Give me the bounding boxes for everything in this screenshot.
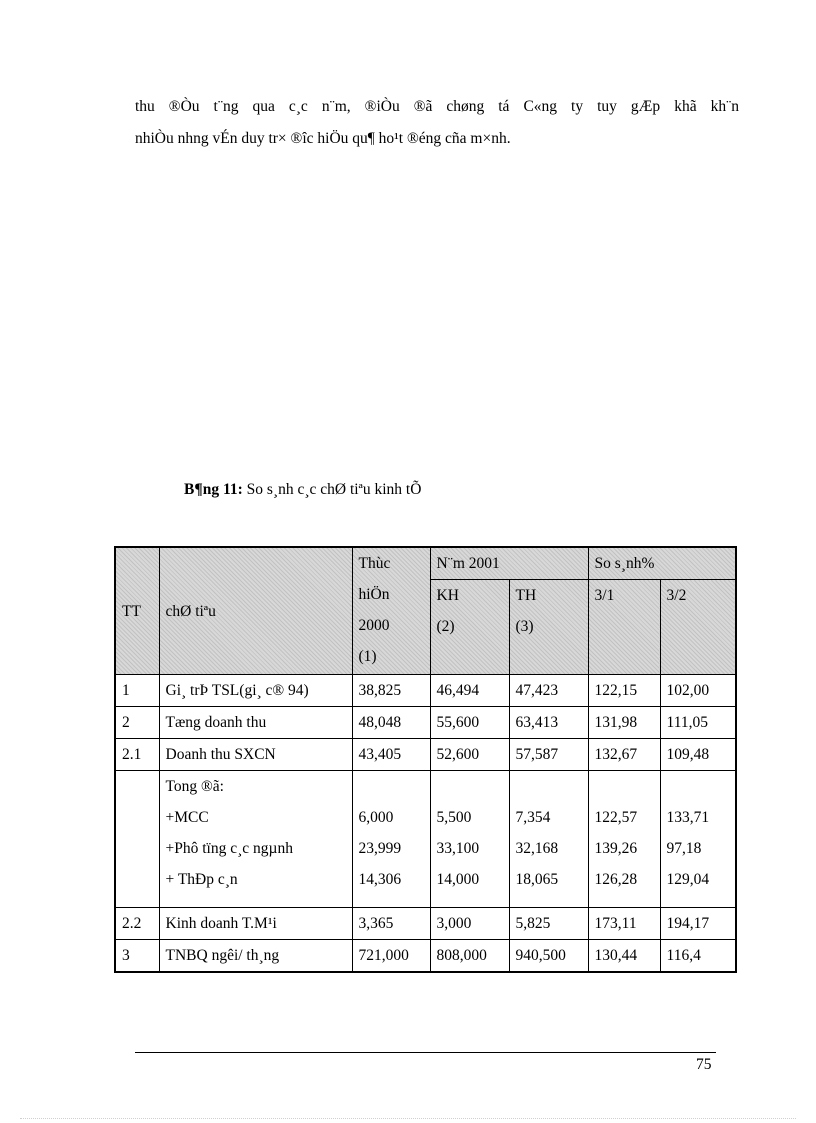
- header-ratio-3-2: 3/2: [660, 580, 736, 675]
- header-th-line: TH: [515, 587, 537, 604]
- cell-actual: 3,365: [352, 908, 430, 940]
- breakdown-value: 23,999: [358, 840, 402, 857]
- breakdown-value: 129,04: [666, 871, 710, 888]
- header-kh-line: KH: [436, 587, 459, 604]
- cell-tt: 2: [115, 707, 159, 739]
- spacer-line: [437, 771, 503, 802]
- table-row: [115, 940, 736, 973]
- breakdown-value: 5,500: [436, 809, 472, 826]
- table-caption-title: So s¸nh c¸c chØ tiªu kinh tÕ: [242, 481, 422, 498]
- table-row: [115, 675, 736, 707]
- table-caption-label: B¶ng 11:: [184, 481, 243, 498]
- breakdown-value: 33,100: [436, 840, 480, 857]
- cell-actual: 48,048: [352, 707, 430, 739]
- header-compare: So s¸nh%: [588, 547, 736, 580]
- table-header-row: [115, 547, 736, 580]
- breakdown-value: 6,000: [358, 809, 394, 826]
- cell-name: Tæng doanh thu: [159, 707, 352, 739]
- cell-ratio-3-2: 109,48: [660, 739, 736, 771]
- spacer-line: [667, 771, 730, 802]
- cell-actual: [352, 771, 430, 908]
- cell-ratio-3-2: 102,00: [660, 675, 736, 707]
- table-row: [115, 739, 736, 771]
- header-th: [509, 580, 588, 675]
- cell-th: 5,825: [509, 908, 588, 940]
- header-actual-2000: [352, 547, 430, 675]
- header-ratio-3-1: 3/1: [588, 580, 660, 675]
- header-tt: TT: [115, 547, 159, 675]
- breakdown-item-name: +MCC: [165, 809, 209, 826]
- cell-actual: 721,000: [352, 940, 430, 973]
- spacer-line: [516, 771, 582, 802]
- cell-tt: [115, 771, 159, 908]
- cell-th: [509, 771, 588, 908]
- paragraph-line-2: nhiÒu nhng vÉn duy tr× ®îc hiÖu qu¶ ho¹t ®éng cña m×nh.: [135, 130, 511, 147]
- cell-th: 57,587: [509, 739, 588, 771]
- cell-actual: 43,405: [352, 739, 430, 771]
- header-actual-line: hiÖn: [358, 586, 390, 603]
- breakdown-value: 126,28: [594, 871, 638, 888]
- table-row: [115, 908, 736, 940]
- header-kh-line: (2): [436, 618, 455, 635]
- page-number: 75: [696, 1056, 712, 1073]
- spacer: [166, 895, 346, 907]
- cell-kh: 3,000: [430, 908, 509, 940]
- table-caption: [184, 481, 421, 499]
- cell-name: Doanh thu SXCN: [159, 739, 352, 771]
- breakdown-item-name: +Phô tïng c¸c ngµnh: [165, 840, 293, 857]
- breakdown-value: 14,306: [358, 871, 402, 888]
- page-bottom-dotted-rule: [20, 1118, 796, 1119]
- cell-tt: 1: [115, 675, 159, 707]
- header-actual-line: 2000: [358, 617, 390, 634]
- cell-name: Gi¸ trÞ TSL(gi¸ c® 94): [159, 675, 352, 707]
- header-th-line: (3): [515, 618, 534, 635]
- footer-rule: [135, 1052, 716, 1053]
- cell-breakdown-names: [159, 771, 352, 908]
- cell-kh: 55,600: [430, 707, 509, 739]
- header-actual-line: Thùc: [358, 555, 391, 572]
- breakdown-value: 133,71: [666, 809, 710, 826]
- breakdown-value: 139,26: [594, 840, 638, 857]
- cell-actual: 38,825: [352, 675, 430, 707]
- spacer-line: [595, 771, 654, 802]
- comparison-table: [114, 546, 737, 973]
- cell-name: Kinh doanh T.M¹i: [159, 908, 352, 940]
- breakdown-value: 14,000: [436, 871, 480, 888]
- cell-ratio-3-1: 173,11: [588, 908, 660, 940]
- cell-th: 47,423: [509, 675, 588, 707]
- cell-kh: 46,494: [430, 675, 509, 707]
- breakdown-value: 18,065: [515, 871, 559, 888]
- cell-ratio-3-2: 116,4: [660, 940, 736, 973]
- cell-tt: 3: [115, 940, 159, 973]
- header-actual-line: (1): [358, 648, 377, 665]
- cell-tt: 2.1: [115, 739, 159, 771]
- cell-ratio-3-1: 130,44: [588, 940, 660, 973]
- cell-tt: 2.2: [115, 908, 159, 940]
- cell-kh: [430, 771, 509, 908]
- table-row: [115, 707, 736, 739]
- header-indicator: chØ tiªu: [159, 547, 352, 675]
- cell-th: 63,413: [509, 707, 588, 739]
- cell-th: 940,500: [509, 940, 588, 973]
- cell-ratio-3-2: 194,17: [660, 908, 736, 940]
- breakdown-item-name: + ThÐp c¸n: [165, 871, 238, 888]
- cell-ratio-3-1: 131,98: [588, 707, 660, 739]
- breakdown-value: 7,354: [515, 809, 551, 826]
- spacer-line: [359, 771, 424, 802]
- breakdown-heading: Tong ®ã:: [165, 778, 224, 795]
- cell-kh: 52,600: [430, 739, 509, 771]
- cell-name: TNBQ ngêi/ th¸ng: [159, 940, 352, 973]
- cell-ratio-3-2: [660, 771, 736, 908]
- header-kh: [430, 580, 509, 675]
- cell-kh: 808,000: [430, 940, 509, 973]
- cell-ratio-3-1: 122,15: [588, 675, 660, 707]
- breakdown-value: 122,57: [594, 809, 638, 826]
- cell-ratio-3-2: 111,05: [660, 707, 736, 739]
- cell-ratio-3-1: 132,67: [588, 739, 660, 771]
- breakdown-value: 97,18: [666, 840, 702, 857]
- header-year-2001: N¨m 2001: [430, 547, 588, 580]
- cell-ratio-3-1: [588, 771, 660, 908]
- paragraph-line-1: thu ®Òu t¨ng qua c¸c n¨m, ®iÒu ®ã chøng tá C«ng ty tuy gÆp khã kh¨n: [135, 98, 739, 115]
- table-row-breakdown: [115, 771, 736, 908]
- breakdown-value: 32,168: [515, 840, 559, 857]
